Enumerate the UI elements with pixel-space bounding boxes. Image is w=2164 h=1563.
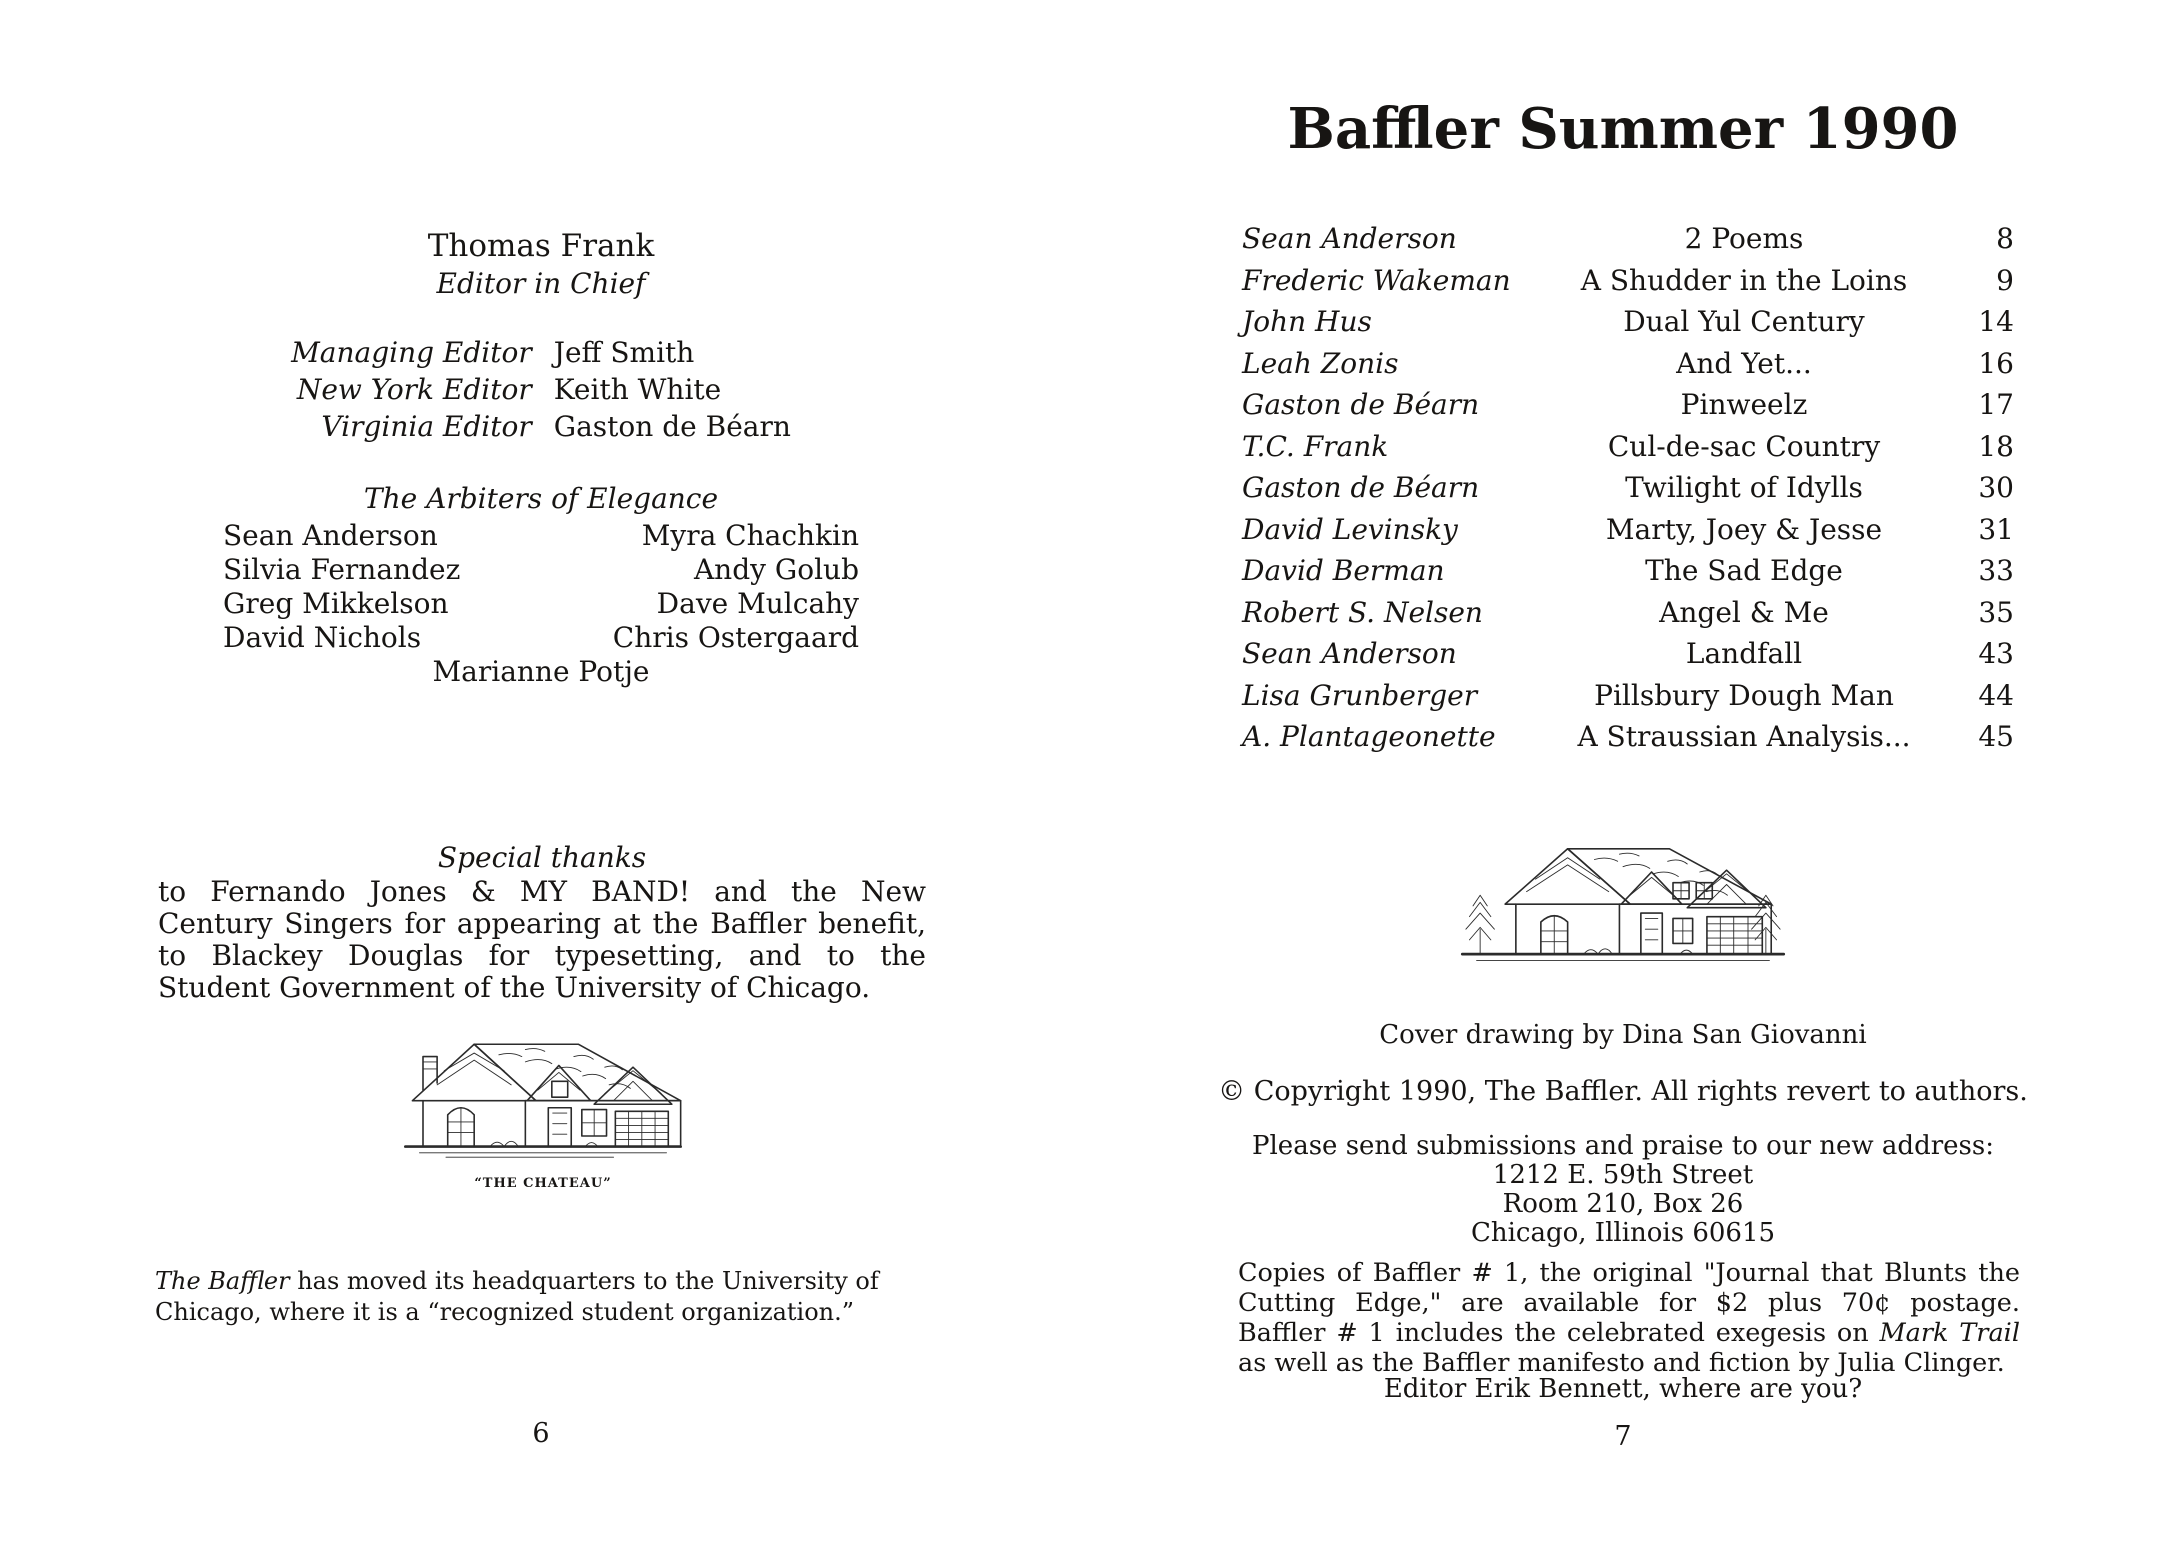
toc-page-number: 16 (1978, 346, 2014, 380)
house-drawing-icon (393, 1012, 693, 1170)
toc-title: The Sad Edge (1645, 554, 1843, 587)
arbiter-name: Greg Mikkelson (223, 587, 449, 620)
toc-author: Robert S. Nelsen (1242, 595, 1483, 629)
toc-row (1242, 720, 2014, 762)
arbiter-name: Dave Mulcahy (656, 587, 859, 620)
toc-page-number: 31 (1978, 512, 2014, 546)
toc-author: David Berman (1242, 554, 1445, 587)
toc-page-number: 44 (1978, 678, 2014, 712)
toc-row (1242, 347, 2014, 389)
arbiter-name: Silvia Fernandez (223, 553, 461, 586)
toc-title: And Yet... (1676, 346, 1812, 380)
toc-title: 2 Poems (1684, 222, 1804, 255)
back-issue-text-end: as well as the Baffler manifesto and fiction by Julia Clinger. (1238, 1348, 2005, 1378)
toc-page-number: 33 (1978, 554, 2014, 587)
toc-author: David Levinsky (1242, 512, 1458, 546)
editor-name: Keith White (553, 373, 722, 406)
arbiters-columns (223, 519, 859, 655)
toc-page-number: 17 (1978, 388, 2014, 421)
issue-title: Baffler Summer 1990 (1287, 96, 1959, 162)
editor-in-chief-role: Editor in Chief (436, 267, 646, 300)
page-right (1082, 0, 2164, 1563)
toc-author: John Hus (1242, 305, 1372, 338)
back-issue-note (1238, 1258, 2020, 1378)
arbiters-column-left (223, 519, 460, 655)
chateau-figure (378, 1012, 708, 1191)
copyright-line: © Copyright 1990, The Baffler. All rights revert to authors. (1218, 1076, 2028, 1107)
editors-list (291, 334, 791, 445)
editor-name: Gaston de Béarn (553, 410, 791, 443)
toc-author: Frederic Wakeman (1242, 263, 1511, 297)
house-figure (1448, 822, 1798, 976)
toc-row (1242, 513, 2014, 555)
toc-author: Gaston de Béarn (1242, 471, 1480, 504)
toc-page-number: 43 (1978, 637, 2014, 670)
toc-row (1242, 471, 2014, 513)
arbiters-column-right (613, 519, 859, 655)
special-thanks-text: to Fernando Jones & MY BAND! and the New Century Singers for appearing at the Baffler benefit, to Blackey Douglas for typesetting, and to the Student Government of the University of Chicago. (158, 875, 926, 1004)
address-line: Chicago, Illinois 60615 (1470, 1218, 1776, 1248)
toc-title: Pinweelz (1680, 388, 1808, 421)
toc-author: Gaston de Béarn (1242, 388, 1480, 421)
toc-page-number: 18 (1978, 429, 2014, 463)
special-thanks-heading: Special thanks (437, 841, 647, 874)
house-drawing-icon (1453, 822, 1793, 972)
toc-title: Pillsbury Dough Man (1594, 678, 1894, 712)
back-issue-text: Copies of Baffler # 1, the original "Journal that Blunts the Cutting Edge," are available for $2 plus 70¢ postage. Baffler # 1 includes the celebrated exegesis on (1238, 1258, 2020, 1348)
submissions-line: Please send submissions and praise to our new address: (1252, 1131, 1994, 1161)
submissions-block (1082, 1132, 2164, 1248)
toc-author: T.C. Frank (1242, 429, 1389, 463)
toc-title: Twilight of Idylls (1625, 471, 1863, 504)
house-caption: “THE CHATEAU” (474, 1176, 612, 1191)
toc-title: Landfall (1685, 637, 1803, 670)
toc-row (1242, 596, 2014, 638)
toc-row (1242, 679, 2014, 721)
special-thanks (158, 840, 926, 1004)
arbiters-heading: The Arbiters of Elegance (363, 482, 719, 515)
cover-credit: Cover drawing by Dina San Giovanni (1379, 1020, 1867, 1050)
toc-page-number: 9 (1996, 263, 2014, 297)
arbiter-name: Andy Golub (693, 553, 859, 586)
toc-page-number: 8 (1996, 222, 2014, 255)
editor-name: Jeff Smith (553, 336, 695, 369)
toc-row (1242, 554, 2014, 596)
editor-role: Managing Editor (291, 336, 532, 369)
editor-role: New York Editor (296, 373, 532, 406)
arbiter-name: Myra Chachkin (641, 519, 859, 552)
toc-row (1242, 305, 2014, 347)
toc-title: A Shudder in the Loins (1580, 263, 1908, 297)
page-number-left: 6 (532, 1418, 550, 1449)
toc-author: Lisa Grunberger (1242, 678, 1478, 712)
toc-page-number: 30 (1978, 471, 2014, 504)
arbiter-name: Sean Anderson (223, 519, 438, 552)
toc-title: Marty, Joey & Jesse (1605, 512, 1883, 546)
address-line: 1212 E. 59th Street (1492, 1160, 1754, 1190)
arbiter-name: David Nichols (223, 621, 422, 654)
arbiter-name-center: Marianne Potje (432, 655, 650, 688)
editor-question: Editor Erik Bennett, where are you? (1383, 1374, 1863, 1404)
editor-in-chief-name: Thomas Frank (427, 228, 655, 264)
toc-author: A. Plantageonette (1242, 720, 1496, 753)
editor-role: Virginia Editor (321, 410, 532, 443)
toc-page-number: 45 (1978, 720, 2014, 753)
relocation-note-title: The Baffler (155, 1267, 290, 1295)
toc-author: Sean Anderson (1242, 222, 1457, 255)
toc-title: Dual Yul Century (1623, 305, 1865, 338)
toc-page-number: 14 (1978, 305, 2014, 338)
toc-title: Angel & Me (1659, 595, 1829, 629)
table-of-contents (1242, 222, 2014, 762)
toc-row (1242, 388, 2014, 430)
back-issue-italic: Mark Trail (1879, 1318, 2020, 1348)
toc-row (1242, 264, 2014, 306)
toc-row (1242, 430, 2014, 472)
toc-title: A Straussian Analysis... (1577, 720, 1911, 753)
toc-page-number: 35 (1978, 595, 2014, 629)
masthead (0, 226, 1082, 689)
address-line: Room 210, Box 26 (1502, 1189, 1744, 1219)
relocation-note (155, 1266, 923, 1328)
arbiter-name: Chris Ostergaard (612, 621, 859, 654)
toc-row (1242, 637, 2014, 679)
relocation-note-text: has moved its headquarters to the University of Chicago, where it is a “recognized student organization.” (155, 1267, 879, 1326)
page-number-right: 7 (1614, 1421, 1632, 1452)
toc-author: Sean Anderson (1242, 637, 1457, 670)
toc-row (1242, 222, 2014, 264)
toc-author: Leah Zonis (1242, 346, 1399, 380)
toc-title: Cul-de-sac Country (1607, 429, 1881, 463)
